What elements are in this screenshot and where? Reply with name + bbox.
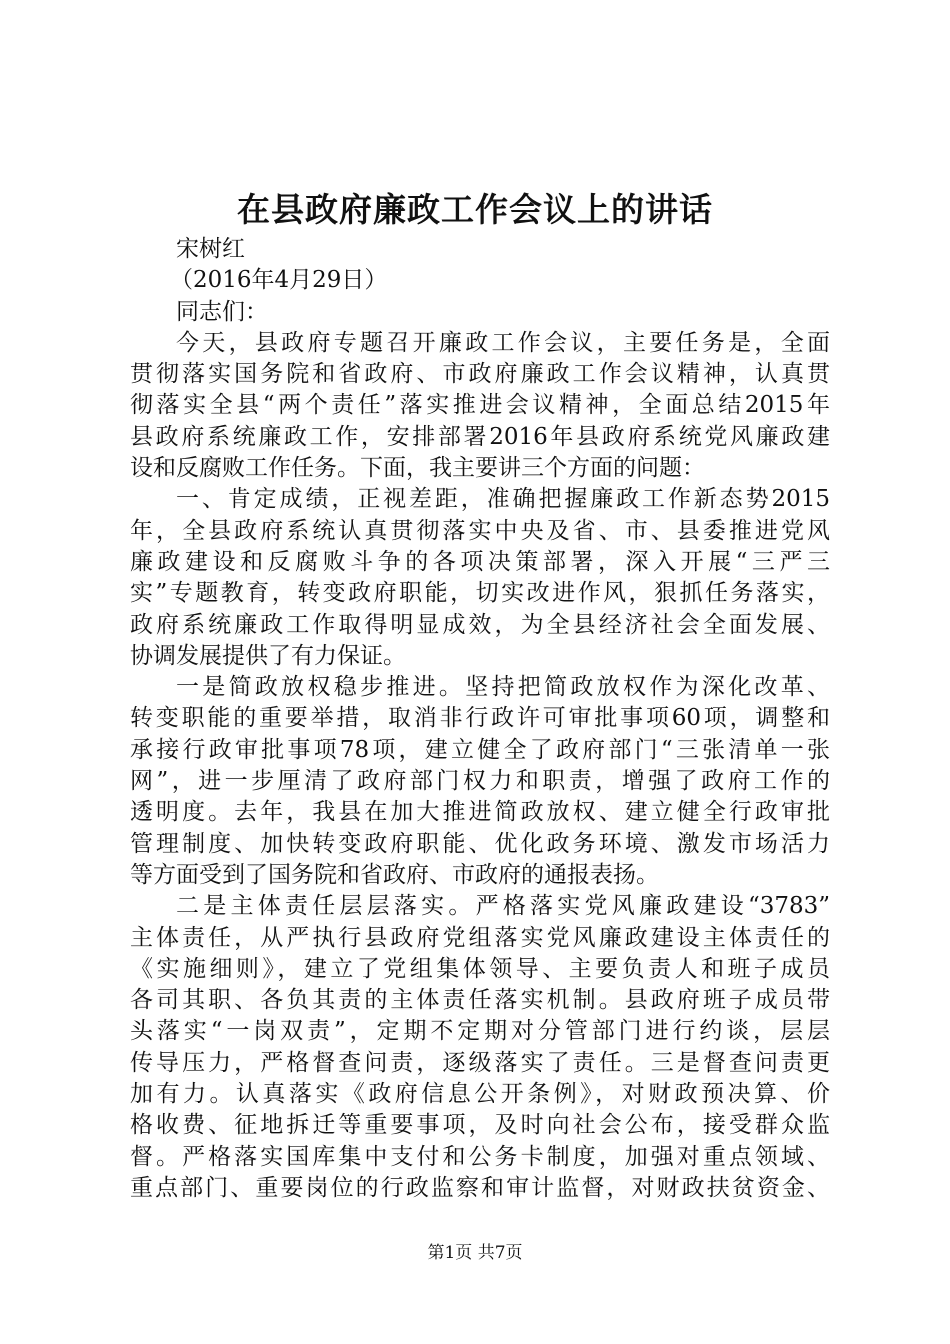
text-line: 年，全县政府系统认真贯彻落实中央及省、市、县委推进党风 [130, 517, 830, 544]
text-line: 贯彻落实国务院和省政府、市政府廉政工作会议精神，认真贯 [130, 361, 830, 388]
text-line: 重点部门、重要岗位的行政监察和审计监督，对财政扶贫资金、 [130, 1174, 830, 1201]
text-line: 等方面受到了国务院和省政府、市政府的通报表扬。 [130, 861, 659, 888]
text-line: 加有力。认真落实《政府信息公开条例》，对财政预决算、价 [130, 1081, 830, 1108]
text-line: 透明度。去年，我县在加大推进简政放权、建立健全行政审批 [130, 799, 830, 826]
text-line: 头落实“一岗双责”，定期不定期对分管部门进行约谈，层层 [130, 1018, 830, 1045]
text-line: 传导压力，严格督查问责，逐级落实了责任。三是督查问责更 [130, 1049, 830, 1076]
document-body [130, 234, 830, 1204]
text-line: 廉政建设和反腐败斗争的各项决策部署，深入开展“三严三 [130, 548, 830, 575]
text-line: 实”专题教育，转变政府职能，切实改进作风，狠抓任务落实， [130, 580, 830, 607]
document-title: 在县政府廉政工作会议上的讲话 [237, 190, 713, 229]
text-line: 设和反腐败工作任务。下面，我主要讲三个方面的问题： [130, 455, 705, 482]
text-line: 各司其职、各负其责的主体责任落实机制。县政府班子成员带 [130, 987, 830, 1014]
date-line: （2016年4月29日） [170, 267, 388, 294]
text-line: 一、肯定成绩，正视差距，准确把握廉政工作新态势2015 [176, 486, 830, 513]
text-line: 协调发展提供了有力保证。 [130, 642, 406, 669]
page-footer: 第1页 共7页 [427, 1243, 523, 1263]
salutation-line: 同志们： [176, 298, 268, 325]
text-line: 一是简政放权稳步推进。坚持把简政放权作为深化改革、 [176, 674, 830, 701]
text-line: 格收费、征地拆迁等重要事项，及时向社会公布，接受群众监 [130, 1112, 830, 1139]
text-line: 彻落实全县“两个责任”落实推进会议精神，全面总结2015年 [130, 392, 830, 419]
text-line: 承接行政审批事项78项，建立健全了政府部门“三张清单一张 [130, 736, 830, 763]
text-line: 今天，县政府专题召开廉政工作会议，主要任务是，全面 [176, 329, 830, 356]
text-line: 县政府系统廉政工作，安排部署2016年县政府系统党风廉政建 [130, 423, 830, 450]
text-line: 《实施细则》，建立了党组集体领导、主要负责人和班子成员 [130, 955, 830, 982]
text-line: 二是主体责任层层落实。严格落实党风廉政建设“3783” [176, 893, 830, 920]
text-line: 转变职能的重要举措，取消非行政许可审批事项60项，调整和 [130, 705, 830, 732]
text-line: 网”，进一步厘清了政府部门权力和职责，增强了政府工作的 [130, 768, 830, 795]
text-line: 管理制度、加快转变政府职能、优化政务环境、激发市场活力 [130, 830, 830, 857]
text-line: 主体责任，从严执行县政府党组落实党风廉政建设主体责任的 [130, 924, 830, 951]
author-line: 宋树红 [176, 236, 245, 262]
text-line: 督。严格落实国库集中支付和公务卡制度，加强对重点领域、 [130, 1143, 830, 1170]
text-line: 政府系统廉政工作取得明显成效，为全县经济社会全面发展、 [130, 611, 830, 638]
